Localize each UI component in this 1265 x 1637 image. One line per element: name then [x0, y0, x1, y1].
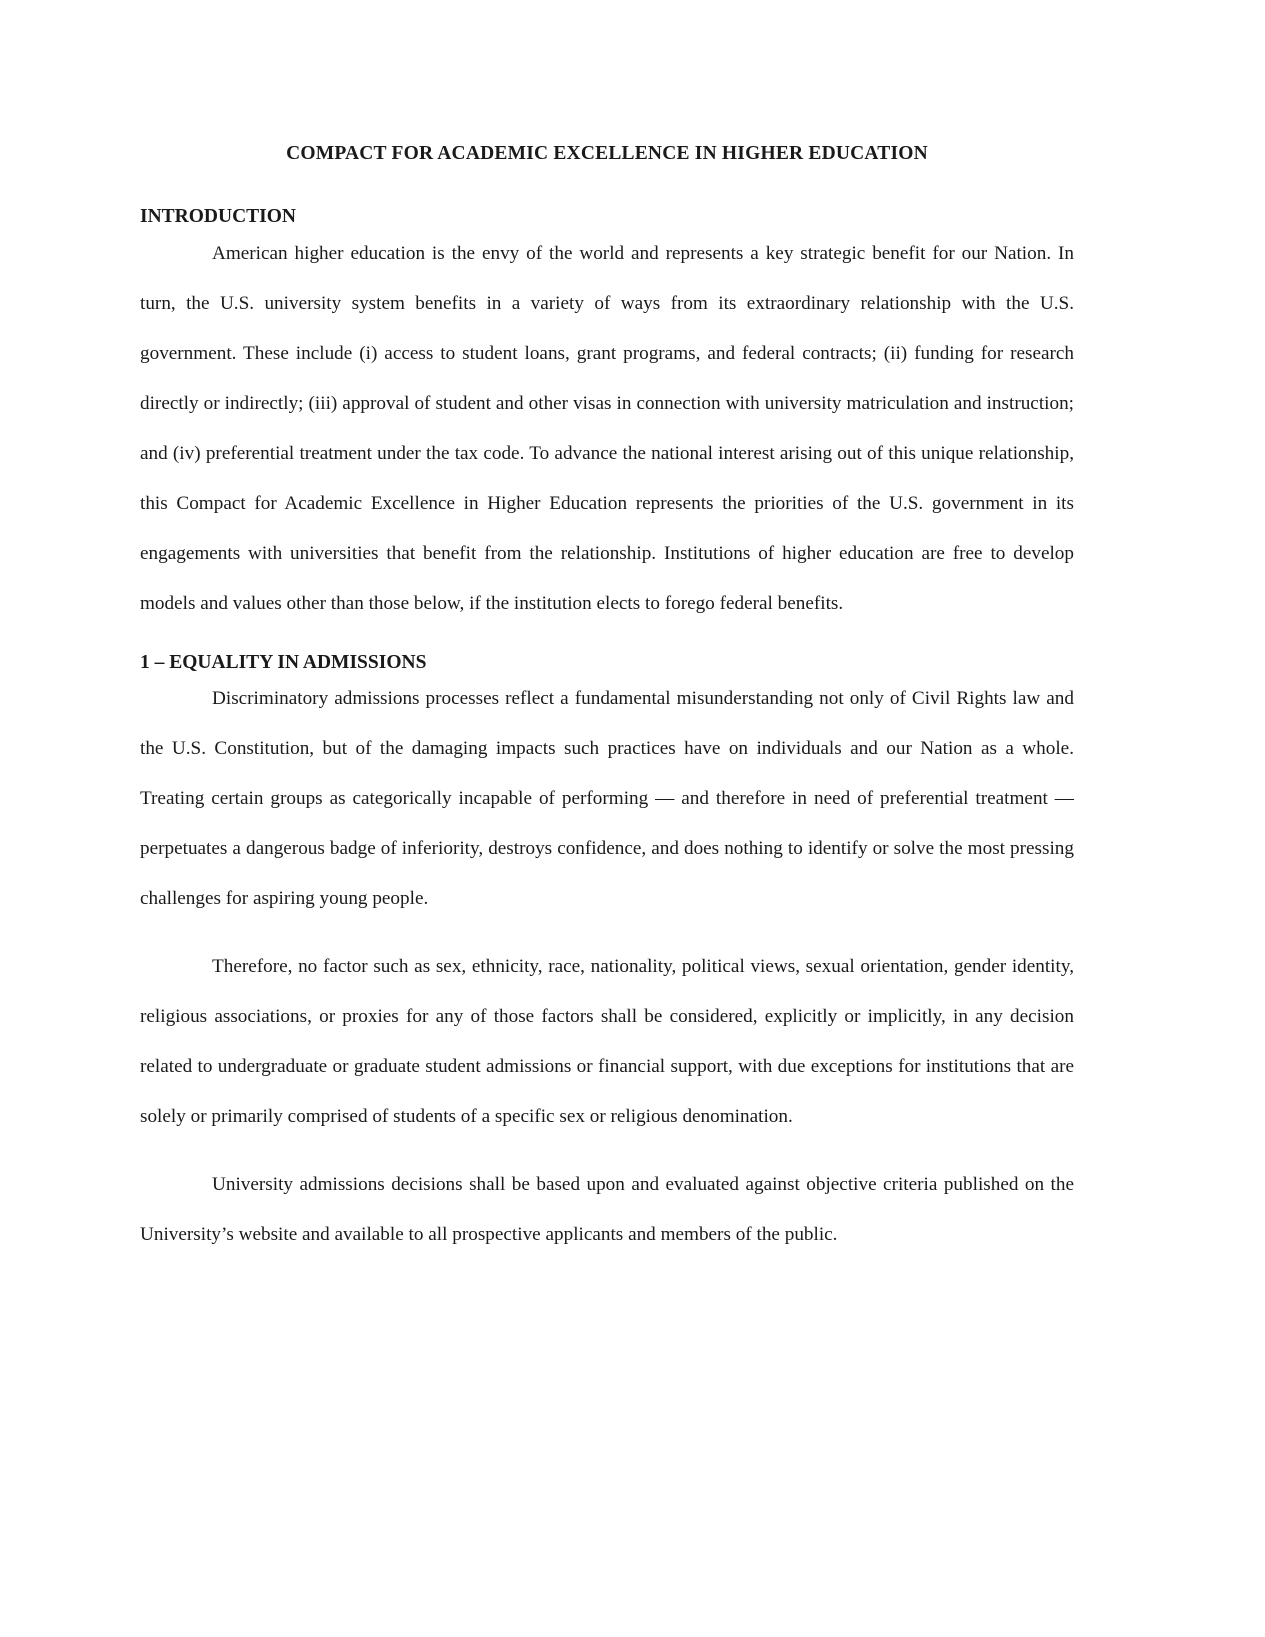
paragraph-spacer: [140, 629, 1074, 651]
paragraph-introduction-1: American higher education is the envy of the world and represents a key strategic benefit for our Nation. In turn, the U.S. university system benefits in a variety of ways from its extraordinary relationship with the U.S. government. These include (i) access to student loans, grant programs, and federal contracts; (ii) funding for research directly or indirectly; (iii) approval of student and other visas in connection with university matriculation and instruction; and (iv) preferential treatment under the tax code. To advance the national interest arising out of this unique relationship, this Compact for Academic Excellence in Higher Education represents the priorities of the U.S. government in its engagements with universities that benefit from the relationship. Institutions of higher education are free to develop models and values other than those below, if the institution elects to forego federal benefits.: [140, 242, 1074, 614]
paragraph-admissions-3: University admissions decisions shall be based upon and evaluated against objective criteria published on the University’s website and available to all prospective applicants and members of the public.: [140, 1174, 1074, 1246]
document-content: [140, 0, 1074, 1260]
title-spacer: [140, 165, 1074, 205]
document-title: COMPACT FOR ACADEMIC EXCELLENCE IN HIGHER EDUCATION: [286, 143, 928, 164]
section-heading-introduction: INTRODUCTION: [140, 206, 297, 228]
paragraph-admissions-2: Therefore, no factor such as sex, ethnicity, race, nationality, political views, sexual orientation, gender identity, religious associations, or proxies for any of those factors shall be considered, explicitly or implicitly, in any decision related to undergraduate or graduate student admissions or financial support, with due exceptions for institutions that are solely or primarily comprised of students of a specific sex or religious denomination.: [140, 956, 1074, 1128]
paragraph-admissions-1: Discriminatory admissions processes reflect a fundamental misunderstanding not only of Civil Rights law and the U.S. Constitution, but of the damaging impacts such practices have on individuals and our Nation as a whole. Treating certain groups as categorically incapable of performing — and therefore in need of preferential treatment — perpetuates a dangerous badge of inferiority, destroys confidence, and does nothing to identify or solve the most pressing challenges for aspiring young people.: [140, 688, 1074, 910]
section-heading-equality-in-admissions: 1 – EQUALITY IN ADMISSIONS: [140, 651, 427, 673]
